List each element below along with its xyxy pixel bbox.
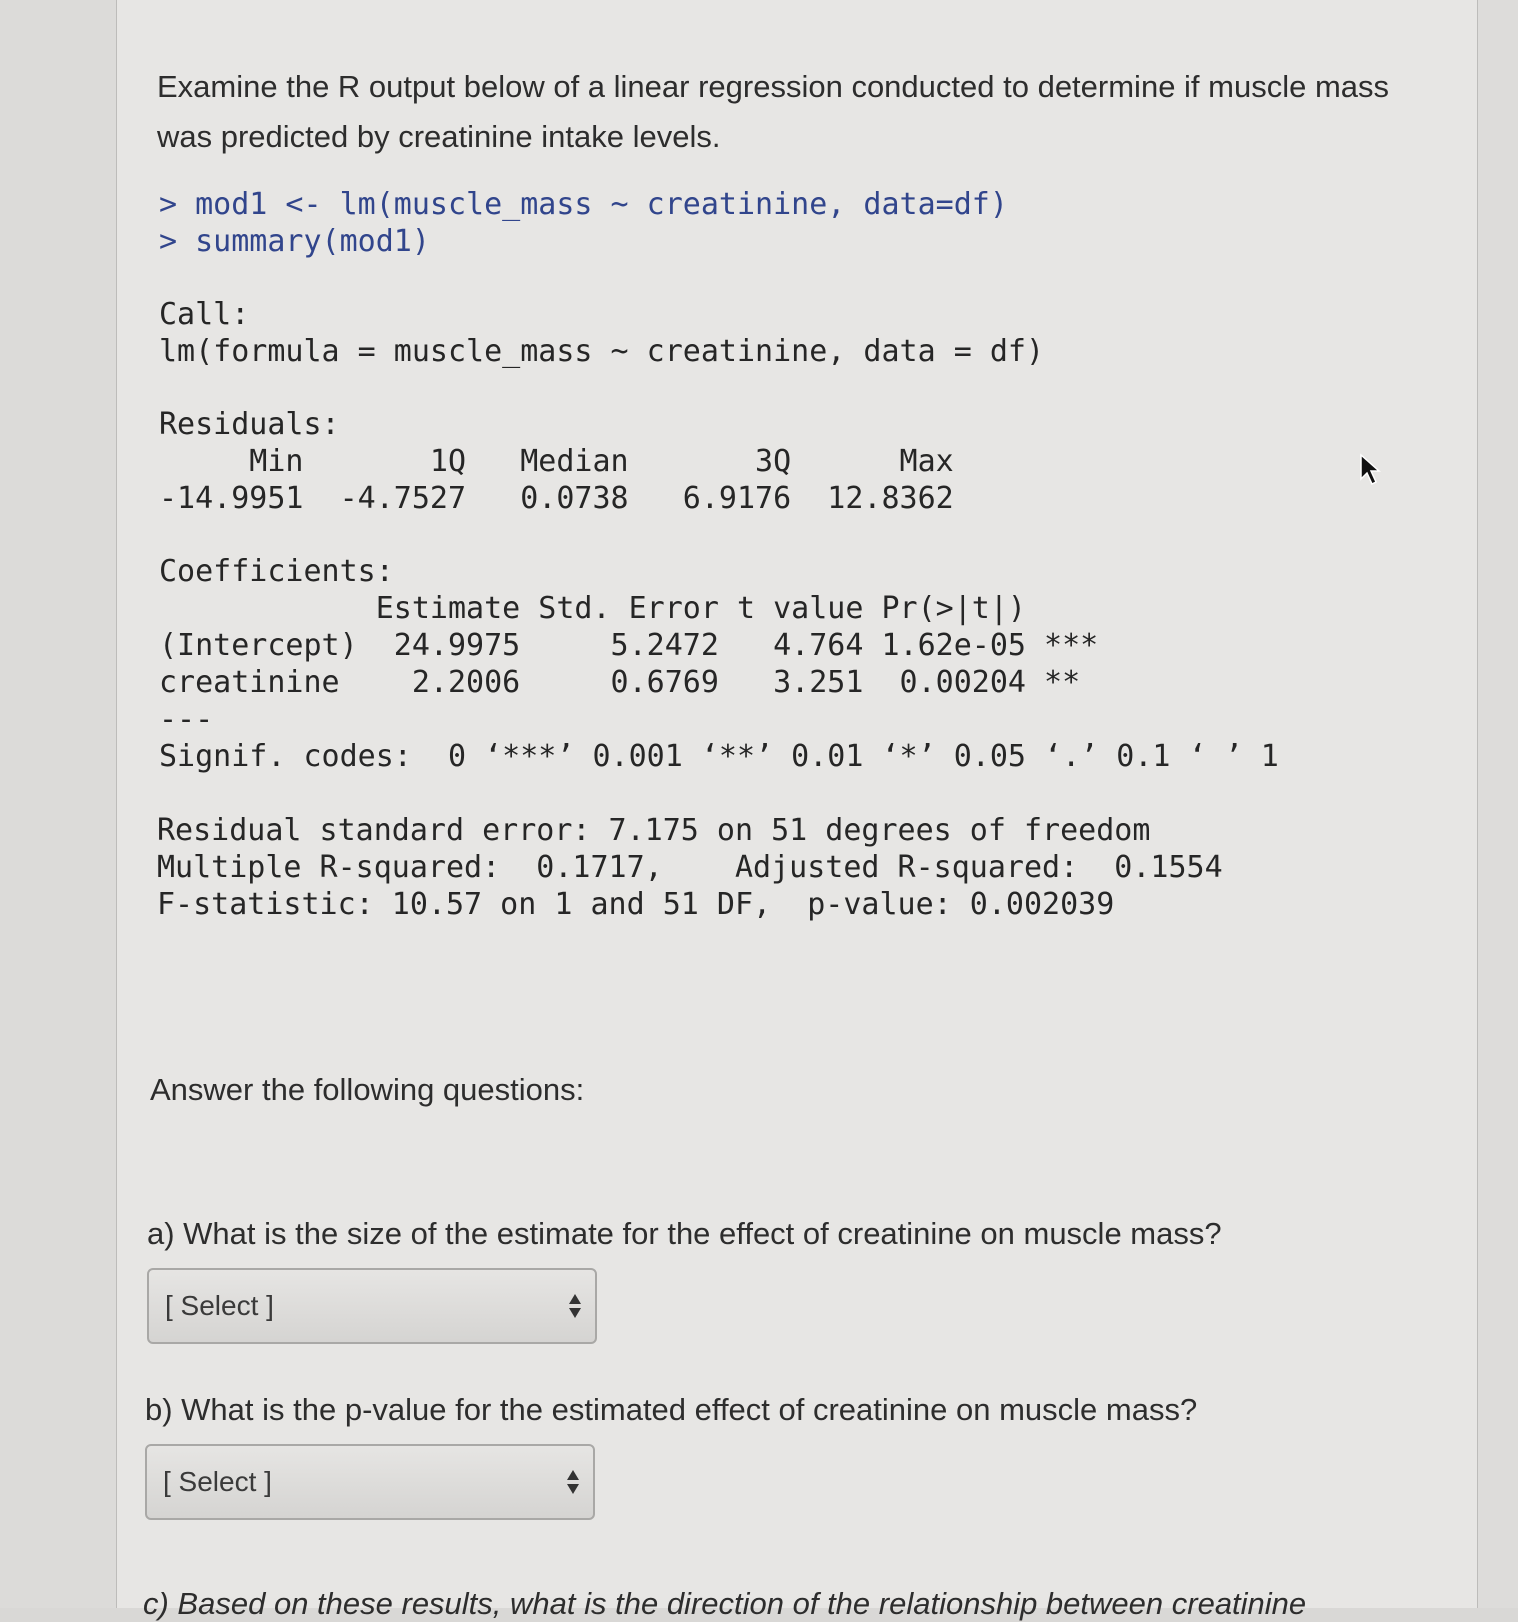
prompt-symbol: >: [159, 187, 178, 222]
separator: ---: [159, 702, 214, 737]
select-value: [ Select ]: [165, 1290, 274, 1321]
question-intro: Examine the R output below of a linear regression conducted to determine if muscle mass was predicted by creatinine intake levels.: [157, 69, 1390, 154]
question-c-label: c) Based on these results, what is the direction of the relationship between creatinine: [143, 1586, 1307, 1621]
question-a-select[interactable]: [147, 1268, 597, 1344]
select-value: [ Select ]: [163, 1466, 272, 1497]
question-b-label: b) What is the p-value for the estimated effect of creatinine on muscle mass?: [145, 1392, 1198, 1427]
command-text: summary(mod1): [195, 224, 430, 259]
r-squared-line: Multiple R-squared: 0.1717, Adjusted R-squared: 0.1554: [157, 850, 1223, 885]
coef-row-creatinine: creatinine 2.2006 0.6769 3.251 0.00204 **: [159, 665, 1081, 700]
call-label: Call:: [159, 297, 250, 332]
command-text: mod1 <- lm(muscle_mass ~ creatinine, data=df): [195, 187, 1008, 222]
r-command-1: [159, 186, 1008, 223]
select-arrows-icon: [567, 1288, 583, 1324]
residuals-label: Residuals:: [159, 407, 340, 442]
signif-codes: Signif. codes: 0 ‘***’ 0.001 ‘**’ 0.01 ‘*’ 0.05 ‘.’ 0.1 ‘ ’ 1: [159, 739, 1279, 774]
r-command-2: [159, 223, 430, 260]
answer-heading: Answer the following questions:: [150, 1072, 585, 1107]
page-margin-right: [1477, 0, 1518, 1608]
coefficients-header: Estimate Std. Error t value Pr(>|t|): [159, 591, 1026, 626]
question-a-label: a) What is the size of the estimate for the effect of creatinine on muscle mass?: [147, 1216, 1222, 1251]
coef-row-intercept: (Intercept) 24.9975 5.2472 4.764 1.62e-05 ***: [159, 628, 1099, 663]
coefficients-label: Coefficients:: [159, 554, 394, 589]
residuals-values: -14.9951 -4.7527 0.0738 6.9176 12.8362: [159, 481, 954, 516]
page-margin-left: [0, 0, 117, 1608]
select-arrows-icon: [565, 1464, 581, 1500]
call-formula: lm(formula = muscle_mass ~ creatinine, data = df): [159, 334, 1045, 369]
prompt-symbol: >: [159, 224, 178, 259]
mouse-cursor-icon: [1359, 453, 1381, 487]
residuals-header: Min 1Q Median 3Q Max: [159, 444, 954, 479]
f-statistic-line: F-statistic: 10.57 on 1 and 51 DF, p-value: 0.002039: [157, 887, 1115, 922]
question-card: [117, 0, 1477, 1621]
question-b-select[interactable]: [145, 1444, 595, 1520]
residual-standard-error: Residual standard error: 7.175 on 51 degrees of freedom: [157, 813, 1151, 848]
